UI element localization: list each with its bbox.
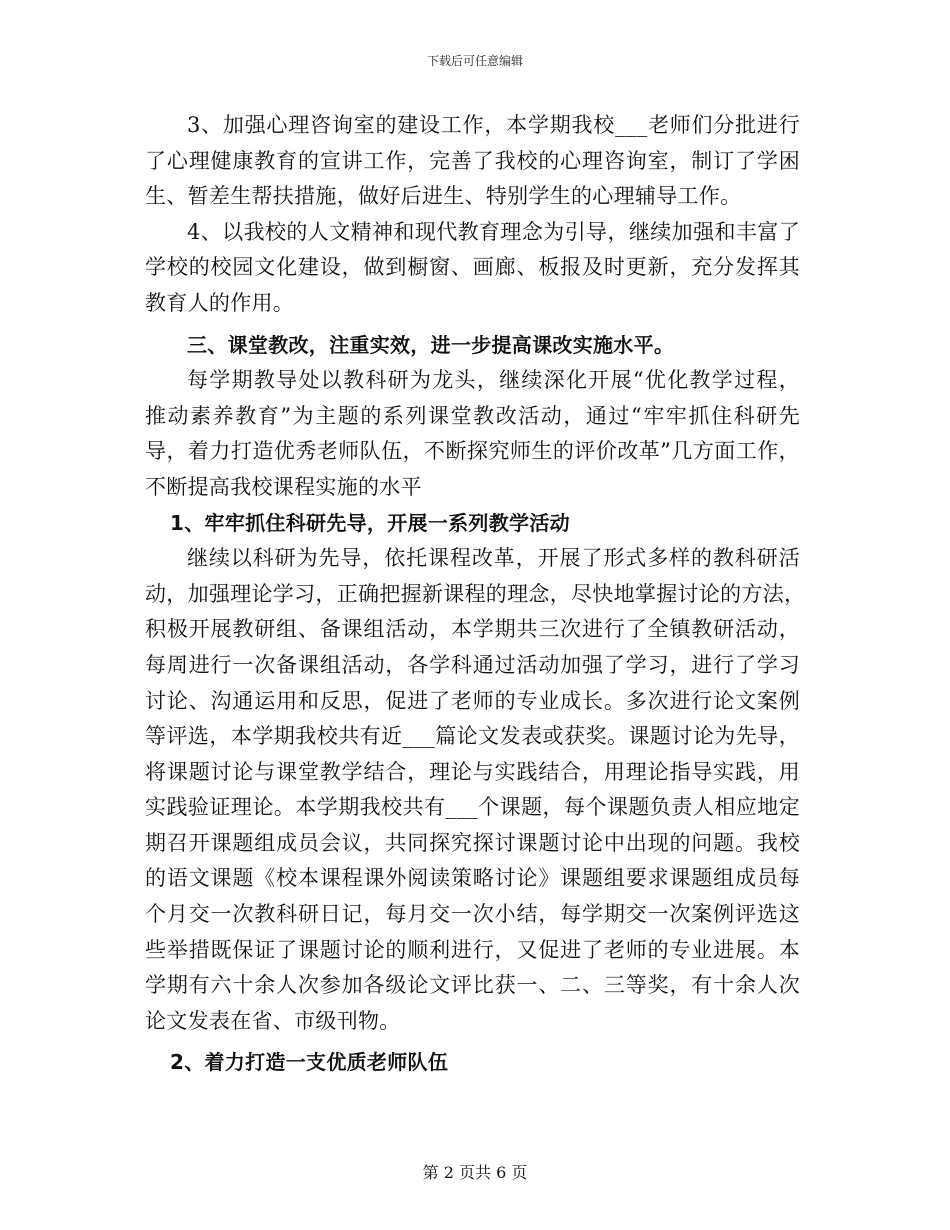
paragraph-line: 继续以科研为先导，依托课程改革，开展了形式多样的教科研活 <box>187 546 800 571</box>
section-heading: 三、课堂教改，注重实效，进一步提高课改实施水平。 <box>187 332 675 357</box>
page-footer: 第 2 页共 6 页 <box>422 1163 528 1182</box>
paragraph-line: 个月交一次教科研日记，每月交一次小结，每学期交一次案例评选这 <box>145 902 800 927</box>
paragraph-line: 实践验证理论。本学期我校共有___个课题，每个课题负责人相应地定 <box>145 795 800 820</box>
paragraph-line: 导，着力打造优秀老师队伍，不断探究师生的评价改革”几方面工作， <box>145 439 800 464</box>
paragraph-line: 推动素养教育”为主题的系列课堂教改活动，通过“牢牢抓住科研先 <box>145 403 800 428</box>
paragraph-line: 教育人的作用。 <box>145 290 295 315</box>
paragraph-line: 4、以我校的人文精神和现代教育理念为引导，继续加强和丰富了 <box>187 219 800 244</box>
document-body <box>145 108 806 1081</box>
paragraph-line: 学校的校园文化建设，做到橱窗、画廊、板报及时更新，充分发挥其 <box>145 255 800 280</box>
paragraph-line: 积极开展教研组、备课组活动，本学期共三次进行了全镇教研活动， <box>145 617 800 642</box>
paragraph-line: 些举措既保证了课题讨论的顺利进行，又促进了老师的专业进展。本 <box>145 937 800 962</box>
subsection-heading: 1、牢牢抓住科研先导，开展一系列教学活动 <box>170 510 570 535</box>
paragraph-line: 等评选，本学期我校共有近___篇论文发表或获奖。课题讨论为先导， <box>145 724 800 749</box>
page-header: 下载后可任意编辑 <box>426 54 523 68</box>
paragraph-line: 每学期教导处以教科研为龙头，继续深化开展“优化教学过程， <box>187 368 800 393</box>
paragraph-line: 将课题讨论与课堂教学结合，理论与实践结合，用理论指导实践，用 <box>145 759 800 784</box>
paragraph-line: 动，加强理论学习，正确把握新课程的理念，尽快地掌握讨论的方法， <box>145 581 806 606</box>
paragraph-line: 的语文课题《校本课程课外阅读策略讨论》课题组要求课题组成员每 <box>145 866 800 891</box>
paragraph-line: 生、暂差生帮扶措施，做好后进生、特别学生的心理辅导工作。 <box>145 184 742 209</box>
paragraph-line: 每周进行一次备课组活动，各学科通过活动加强了学习，进行了学习 <box>145 652 800 677</box>
paragraph-line: 学期有六十余人次参加各级论文评比获一、二、三等奖，有十余人次 <box>145 973 800 998</box>
paragraph-line: 讨论、沟通运用和反思，促进了老师的专业成长。多次进行论文案例 <box>145 688 800 713</box>
paragraph-line: 不断提高我校课程实施的水平 <box>145 474 422 499</box>
paragraph-line: 期召开课题组成员会议，共同探究探讨课题讨论中出现的问题。我校 <box>145 830 800 855</box>
paragraph-line: 论文发表在省、市级刊物。 <box>145 1008 401 1033</box>
paragraph-line: 3、加强心理咨询室的建设工作，本学期我校___老师们分批进行 <box>187 113 800 137</box>
paragraph-line: 了心理健康教育的宣讲工作，完善了我校的心理咨询室，制订了学困 <box>145 148 800 173</box>
subsection-heading: 2、着力打造一支优质老师队伍 <box>170 1050 449 1075</box>
